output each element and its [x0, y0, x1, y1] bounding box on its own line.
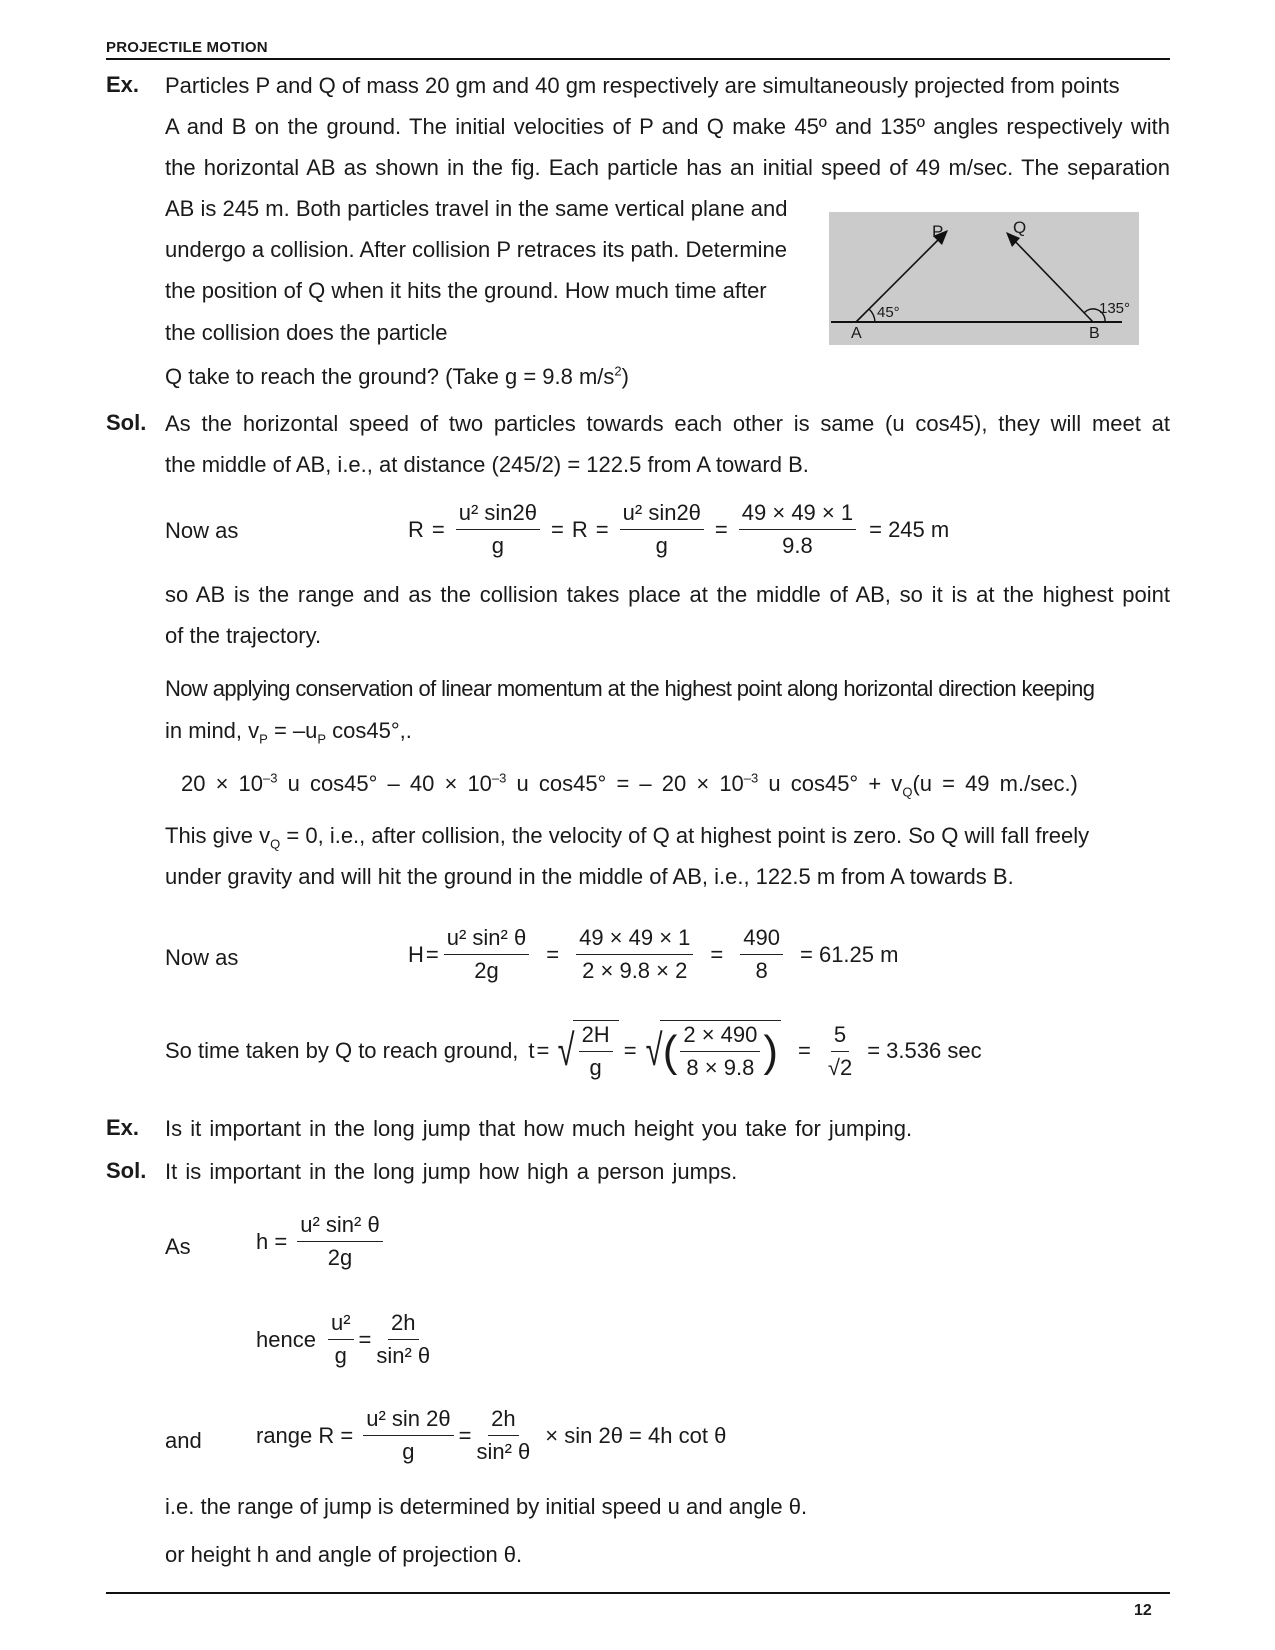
superscript: 2 [614, 363, 622, 379]
paragraph-line: under gravity and will hit the ground in the middle of AB, i.e., 122.5 m from A towards B. [165, 864, 1014, 889]
example-label: Ex. [106, 72, 140, 97]
paragraph-line: This give $v_Q = 0$, i.e., after collision, the velocity of Q at highest point is zero. So Q will fall freely [165, 823, 1090, 852]
eq-intro: As [165, 1234, 191, 1259]
solution-line: It is important in the long jump how high a person jumps. [165, 1159, 738, 1184]
eq-result: = 245 m [869, 516, 950, 542]
example-line [165, 364, 629, 390]
solution-line: As the horizontal speed of two particles towards each other is same (u cos45), they will meet at [165, 411, 1170, 436]
fraction: $\frac{\text{u² sin2θ}}{g}$ [620, 500, 704, 559]
height-equation: H = $\frac{\text{u² sin² θ}}{2g}$ = $\frac{49 \times 49 \times 1}{2 \times 9.8 \times 2}$ = $\frac{490}{8}$ = 61.25 m [408, 925, 899, 983]
angle-a-label: 45° [877, 304, 900, 321]
angle-b-label: 135° [1099, 300, 1131, 317]
example-line: A and B on the ground. The initial velocities of P and Q make 45º and 135º angles respectively with [165, 114, 1170, 139]
eq-intro: Now as [165, 945, 239, 970]
fraction: $\frac{\text{u² sin² θ}}{2g}$ [297, 1212, 382, 1271]
label-a: A [851, 325, 862, 342]
fraction: $\frac{49 \times 49 \times 1}{2 \times 9.8 \times 2}$ [576, 925, 693, 984]
fraction: $\frac{2h}{\text{sin² θ}}$ [476, 1406, 531, 1464]
solution-label: Sol. [106, 1158, 147, 1183]
paragraph-line: Now applying conservation of linear momentum at the highest point along horizontal direction keeping [165, 676, 1095, 701]
example-line: the position of Q when it hits the ground. How much time after [165, 278, 767, 303]
range-equation: R = $\frac{\text{u² sin2θ}}{g}$ = R = $\frac{\text{u² sin2θ}}{g}$ = $\frac{49 \times 49 \times 1}{9.8}$ = 245 m [408, 500, 950, 558]
height-formula: h = $\frac{\text{u² sin² θ}}{2g}$ [256, 1212, 386, 1271]
paragraph-line: of the trajectory. [165, 623, 322, 648]
range-formula: range R = $\frac{\text{u² sin 2θ}}{g}$ = $\frac{2h}{\text{sin² θ}}$ × sin 2θ = 4h cot θ [256, 1406, 727, 1464]
paragraph-line: in mind, $v_P = -u_P$ cos45°,. [165, 718, 412, 747]
label-q: Q [1013, 218, 1027, 237]
example-line: undergo a collision. After collision P retraces its path. Determine [165, 237, 788, 262]
hence-formula: hence $\frac{\text{u²}}{g}$ = $\frac{2h}{\text{sin² θ}}$ [256, 1310, 431, 1368]
footer-rule [106, 1592, 1170, 1594]
solution-line: the middle of AB, i.e., at distance (245/2) = 122.5 from A toward B. [165, 452, 809, 477]
fraction: $\frac{\text{u² sin2θ}}{g}$ [456, 500, 540, 559]
projectile-diagram [829, 212, 1139, 345]
fraction: $\frac{\text{u² sin² θ}}{2g}$ [444, 925, 529, 984]
fraction: $\frac{\text{u²}}{g}$ [328, 1310, 354, 1369]
example-line: the horizontal AB as shown in the fig. Each particle has an initial speed of 49 m/sec. The separation [165, 155, 1170, 180]
fraction: $\frac{\text{u² sin 2θ}}{g}$ [363, 1406, 453, 1465]
solution-label: Sol. [106, 410, 147, 435]
conclusion-line: or height h and angle of projection θ. [165, 1542, 523, 1567]
label-b: B [1089, 325, 1100, 342]
paragraph-line: so AB is the range and as the collision takes place at the middle of AB, so it is at the highest point [165, 582, 1170, 607]
eq-result: = 61.25 m [800, 941, 899, 967]
square-root: √ $\frac{2H}{g}$ [554, 1020, 618, 1082]
header-rule [106, 58, 1170, 60]
example-line: Is it important in the long jump that how much height you take for jumping. [165, 1116, 913, 1141]
eq-intro: and [165, 1428, 202, 1453]
example-line-text: ) [621, 364, 629, 389]
fraction: $\frac{2h}{\text{sin² θ}}$ [376, 1310, 431, 1368]
example-label: Ex. [106, 1115, 140, 1140]
example-line-text: Q take to reach the ground? (Take g = 9.8 m/s [165, 364, 615, 389]
fraction: $\frac{49 \times 49 \times 1}{9.8}$ [739, 500, 856, 559]
running-header: PROJECTILE MOTION [106, 39, 268, 56]
fraction: $\frac{5}{√2}$ [827, 1021, 853, 1080]
example-line: the collision does the particle [165, 320, 448, 345]
conclusion-line: i.e. the range of jump is determined by initial speed u and angle θ. [165, 1494, 808, 1519]
example-line: AB is 245 m. Both particles travel in the same vertical plane and [165, 196, 788, 221]
fraction: $\frac{490}{8}$ [740, 925, 783, 984]
square-root: √ ( $\frac{2 \times 490}{8 \times 9.8}$ ) [642, 1020, 781, 1082]
eq-lhs: R [408, 516, 424, 542]
momentum-equation: $20 \times 10^{-3}$ u $\cos 45^\circ - 40 \times 10^{-3}$ u cos45° = – $20 \times 10^{-3}$ u $\cos 45^\circ + v_Q(u = 49$ m./sec.) [181, 770, 1078, 800]
page-number: 12 [1134, 1602, 1152, 1619]
label-p: P [932, 222, 944, 241]
eq-result: = 3.536 sec [867, 1038, 982, 1063]
time-equation: So time taken by Q to reach ground, t = √ $\frac{2H}{g}$ = √ ( $\frac{2 \times 490}{8 \times 9.8}$ ) = $\frac{5}{√2}$ = 3.536 sec [165, 1021, 982, 1080]
example-line: Particles P and Q of mass 20 gm and 40 gm respectively are simultaneously projected from points [165, 73, 1120, 98]
eq-intro: Now as [165, 518, 239, 543]
